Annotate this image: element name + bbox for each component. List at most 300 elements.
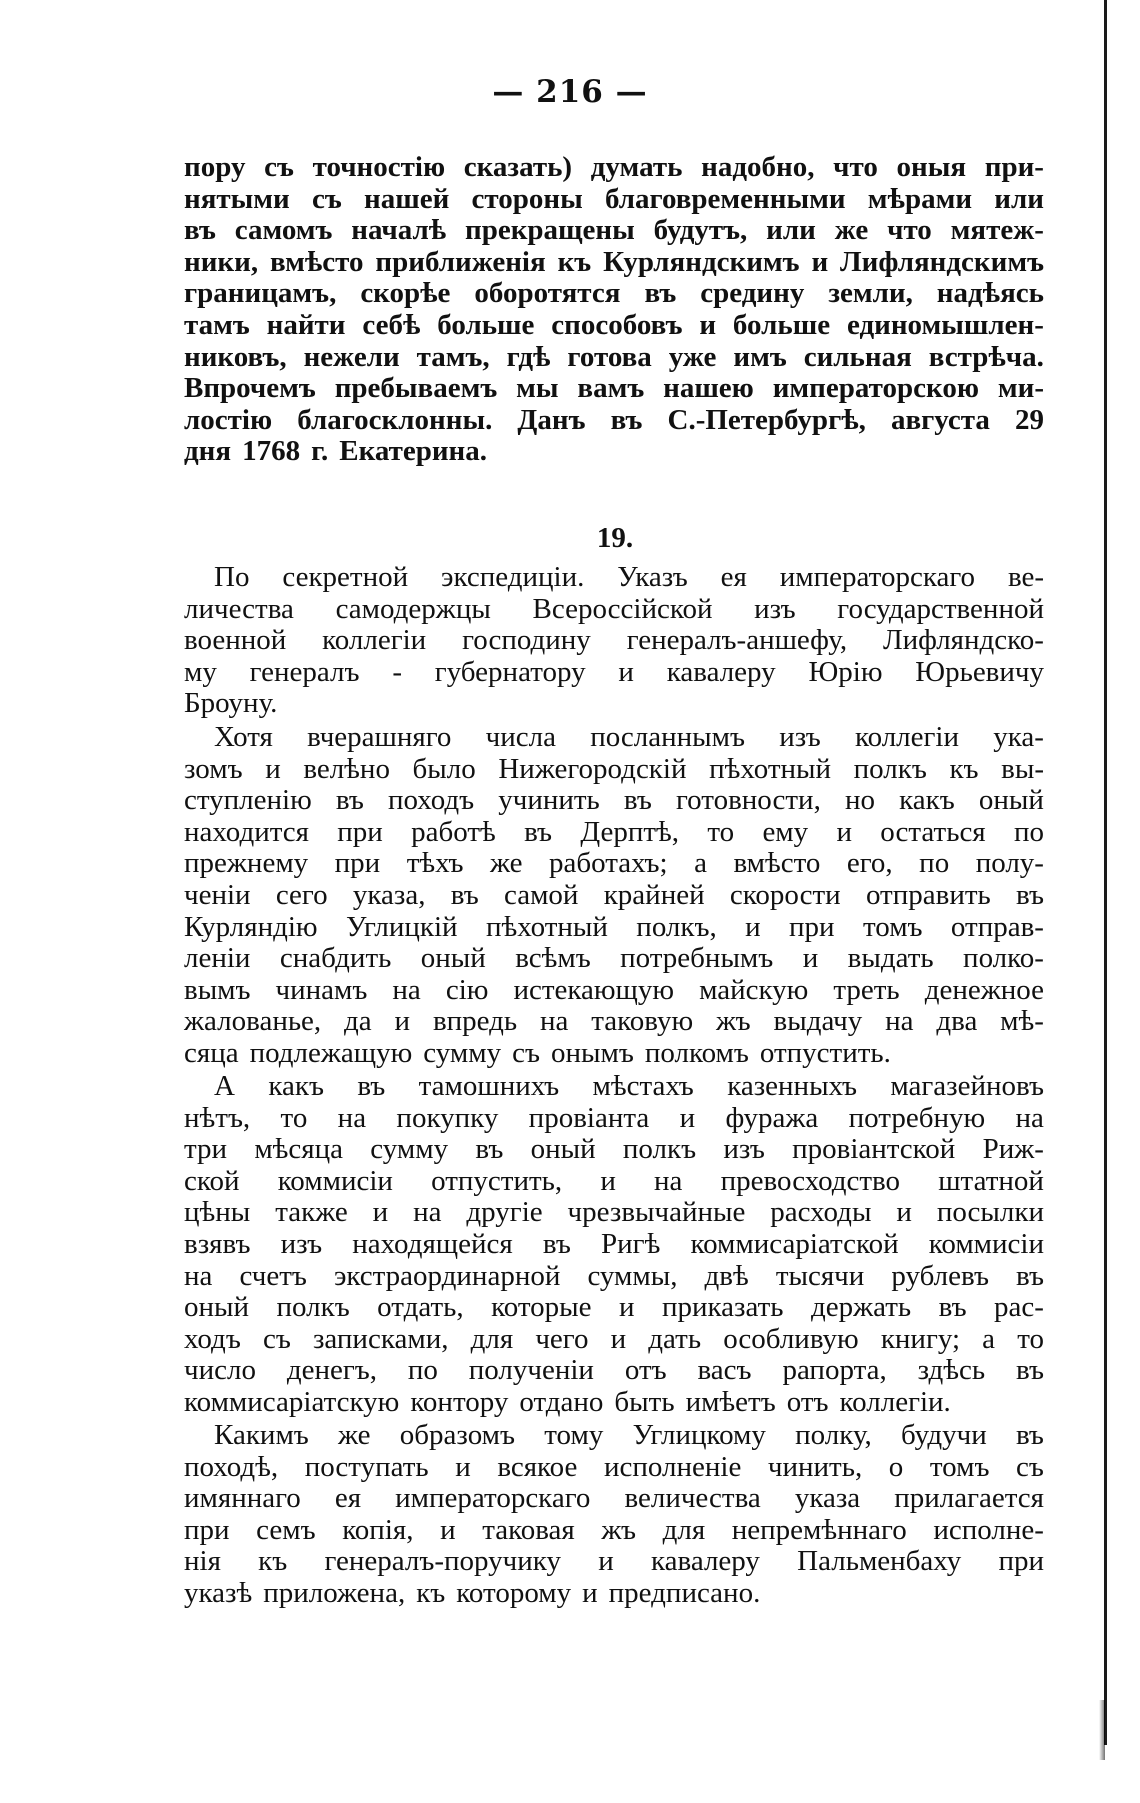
word: для [470, 1322, 514, 1355]
word: рапорта, [782, 1354, 887, 1387]
word: что [887, 214, 932, 247]
word: благосклонны. [297, 403, 493, 436]
word: Нижегородскій [498, 752, 687, 785]
word: Курляндскимъ [603, 245, 800, 278]
word: цѣны [184, 1196, 251, 1229]
word: записками, [312, 1322, 449, 1355]
word: мы [516, 372, 559, 405]
word: томъ [929, 1450, 990, 1483]
word: которому [456, 1576, 572, 1609]
word: коллегіи. [839, 1385, 951, 1418]
word: о [888, 1450, 904, 1483]
word: оный [420, 942, 486, 975]
word: сильная [803, 340, 912, 373]
word: сего [275, 878, 328, 911]
word: крайней [603, 878, 705, 911]
word: будучи [901, 1419, 987, 1451]
word: самой [503, 878, 579, 911]
word: отдать, [377, 1291, 464, 1324]
word: быть [614, 1385, 675, 1418]
page-number: — 216 — [492, 74, 648, 110]
word: находящейся [352, 1227, 513, 1260]
word: съ [512, 1036, 540, 1069]
word: по [407, 1354, 438, 1387]
text-line [184, 562, 1044, 594]
word: началѣ [351, 214, 447, 247]
word: исполне- [933, 1513, 1044, 1546]
word: тѣхъ [406, 847, 464, 880]
text-line [184, 1515, 1044, 1547]
word: августа [890, 403, 990, 436]
word: магазейновъ [890, 1070, 1044, 1102]
word: работѣ [411, 815, 496, 848]
word: полку, [795, 1419, 872, 1451]
word: книгу; [880, 1322, 961, 1355]
word: По [214, 561, 250, 593]
word: полкомъ [644, 1036, 749, 1069]
word: генералъ-поручику [324, 1545, 561, 1578]
word: два [936, 1005, 978, 1038]
word: въ [475, 1133, 504, 1166]
word: императорскаго [395, 1482, 591, 1515]
word: отправить [865, 878, 991, 911]
text-line [184, 1452, 1044, 1484]
word: провіантской [792, 1133, 956, 1166]
text-line [184, 722, 1044, 754]
word: С.-Петербургѣ, [667, 403, 866, 436]
word: и [372, 1196, 389, 1229]
text-line [184, 215, 1044, 247]
text-line [184, 1229, 1044, 1261]
word: провіанта [528, 1101, 650, 1134]
word: чрезвычайные [567, 1196, 746, 1229]
word: Юрьевичу [915, 655, 1044, 688]
word: леніи [184, 942, 251, 975]
word: мятеж- [950, 214, 1044, 247]
word: ему [762, 815, 809, 848]
word: думать [590, 151, 683, 183]
word: и [618, 655, 634, 688]
word: тамошнихъ [418, 1070, 560, 1102]
word: изъ [723, 1133, 765, 1166]
word: прилагается [894, 1482, 1044, 1515]
word: съ [311, 182, 342, 215]
word: и [699, 308, 717, 341]
word: въ [938, 1291, 967, 1324]
word: въ [450, 878, 479, 911]
word: что [833, 151, 878, 183]
word: которые [491, 1291, 592, 1324]
word: исполненіе [603, 1450, 742, 1483]
word: съ [262, 1322, 291, 1355]
word: уже [668, 340, 717, 373]
word: на [184, 1259, 213, 1292]
word: ской [184, 1164, 240, 1197]
word: - [392, 655, 402, 688]
text-line [184, 688, 1044, 720]
word: губернатору [434, 655, 586, 688]
text-line [184, 405, 1044, 437]
word: ступленію [184, 784, 312, 817]
word: и [394, 1005, 411, 1038]
word: велѣно [303, 752, 390, 785]
word: вчерашняго [307, 721, 452, 753]
text-line [184, 1387, 1044, 1419]
word: жалованье, [184, 1005, 322, 1038]
word: указа [794, 1482, 861, 1515]
word: въ [357, 1070, 386, 1102]
text-line [184, 310, 1044, 342]
word: образомъ [399, 1419, 516, 1451]
word: мѣстахъ [592, 1070, 694, 1102]
word: тому [544, 1419, 604, 1451]
word: прежнему [184, 847, 309, 880]
word: было [412, 752, 476, 785]
word: коммисіи [928, 1227, 1044, 1260]
paragraph-body [184, 1071, 1044, 1419]
word: посылки [936, 1196, 1044, 1229]
word: нѣтъ, [184, 1101, 251, 1134]
word: больше [437, 308, 535, 341]
word: же [338, 1419, 371, 1451]
word: предписано. [608, 1576, 761, 1609]
word: Углицкій [345, 910, 458, 943]
word: императорскаго [779, 561, 976, 593]
word: особливую [723, 1322, 859, 1355]
word: посланнымъ [590, 721, 746, 753]
word: и [600, 1164, 616, 1197]
word: государственной [837, 592, 1044, 625]
word: треть [833, 973, 900, 1006]
word: Пальменбаху [797, 1545, 962, 1578]
word: полкъ [276, 1291, 350, 1324]
word: на [337, 1101, 367, 1134]
word: для [662, 1513, 706, 1546]
text-line [184, 1166, 1044, 1198]
word: Дерптѣ, [580, 815, 680, 848]
word: пребываемъ [334, 372, 498, 405]
word: мѣсяца [254, 1133, 344, 1166]
text-line [184, 342, 1044, 374]
word: здѣсь [917, 1354, 986, 1387]
word: въ [1016, 1354, 1044, 1387]
text-line [184, 975, 1044, 1007]
word: экстраординарной [333, 1259, 561, 1292]
word: ве- [1007, 561, 1044, 593]
word: съ [264, 151, 294, 183]
word: вы- [1001, 752, 1044, 785]
word: къ [416, 1576, 446, 1609]
word: Лифляндско- [882, 624, 1044, 657]
word: къ [557, 245, 592, 278]
word: при [789, 910, 835, 943]
word: Углицкому [632, 1419, 766, 1451]
word: скорѣе [360, 277, 451, 310]
word: держать [810, 1291, 912, 1324]
word: земли, [828, 277, 913, 310]
word: встрѣча. [928, 340, 1044, 373]
word: на [885, 1005, 914, 1038]
document-number: 19. [596, 522, 634, 554]
word: по [1013, 815, 1044, 848]
word: тысячи [775, 1259, 865, 1292]
word: полко- [963, 942, 1044, 975]
word: таковую [591, 1005, 694, 1038]
word: расходы [770, 1196, 872, 1229]
word: коммисаріатской [690, 1227, 899, 1260]
page-edge-shadow [1099, 1700, 1105, 1760]
word: единомышлен- [846, 308, 1044, 341]
word: но [844, 784, 875, 817]
text-line [184, 1197, 1044, 1229]
word: отъ [786, 1385, 829, 1418]
word: въ [623, 784, 652, 817]
word: вмѣсто [733, 847, 821, 880]
word: взявъ [184, 1227, 251, 1260]
word: полученіи [468, 1354, 594, 1387]
text-line [184, 754, 1044, 786]
word: императорскою [772, 372, 979, 405]
word: оборотятся [474, 277, 621, 310]
word: нашей [364, 182, 450, 215]
word: въ [1016, 1259, 1044, 1292]
word: поступать [304, 1450, 429, 1483]
text-line [184, 880, 1044, 912]
word: въ [542, 1227, 571, 1260]
word: Екатерина. [339, 435, 488, 468]
word: 1768 [242, 435, 301, 468]
word: приказать [661, 1291, 784, 1324]
text-line [184, 1546, 1044, 1578]
text-line [184, 184, 1044, 216]
word: ходъ [184, 1322, 241, 1355]
word: семъ [256, 1513, 316, 1546]
word: и [836, 815, 852, 848]
text-line [184, 1261, 1044, 1293]
word: и [896, 1196, 912, 1229]
word: Всероссійской [532, 592, 713, 625]
text-line [184, 785, 1044, 817]
word: походъ [388, 784, 475, 817]
word: имѣетъ [685, 1385, 776, 1418]
word: и [745, 910, 761, 943]
word: полкъ, [636, 910, 717, 943]
word: двѣ [704, 1259, 749, 1292]
word: подлежащую [249, 1036, 413, 1069]
text-line [184, 594, 1044, 626]
word: съ [1016, 1450, 1044, 1483]
word: на [392, 973, 421, 1006]
word: изъ [754, 592, 796, 625]
word: надобно, [701, 151, 815, 183]
word: и [440, 1513, 456, 1546]
word: Броуну. [184, 687, 278, 720]
word: нія [184, 1545, 221, 1578]
word: при [334, 847, 381, 880]
word: въ [335, 784, 364, 817]
word: и [610, 1322, 627, 1355]
word: приближенія [375, 245, 546, 278]
word: приложена, [263, 1576, 406, 1609]
word: въ [184, 214, 216, 247]
word: Риж- [982, 1133, 1044, 1166]
text-line [184, 152, 1044, 184]
text-line [184, 1292, 1044, 1324]
word: а [694, 847, 707, 880]
word: имъ [733, 340, 787, 373]
word: и [455, 1450, 471, 1483]
page-edge-rule [1104, 0, 1107, 1745]
word: кавалеру [666, 655, 776, 688]
word: сумму [370, 1133, 449, 1166]
word: надѣясь [936, 277, 1044, 310]
word: ми- [997, 372, 1044, 405]
word: походѣ, [184, 1450, 279, 1483]
word: остаться [880, 815, 986, 848]
paragraph-heading [184, 562, 1044, 720]
word: или [994, 182, 1044, 215]
word: на [1015, 1101, 1044, 1134]
word: то [707, 815, 735, 848]
word: въ [524, 815, 553, 848]
word: при [184, 1513, 230, 1546]
word: Данъ [517, 403, 586, 436]
word: оный [530, 1133, 596, 1166]
word: сказать) [463, 151, 573, 183]
word: указѣ [184, 1576, 253, 1609]
word: изъ [280, 1227, 323, 1260]
word: пору [184, 151, 246, 183]
word: Хотя [214, 721, 273, 753]
word: учинить [498, 784, 600, 817]
word: отдано [519, 1385, 604, 1418]
word: благовременными [604, 182, 846, 215]
word: и [802, 942, 819, 975]
word: фуража [725, 1101, 819, 1134]
word: денегъ, [286, 1354, 377, 1387]
word: находится [184, 815, 309, 848]
word: мѣ- [1000, 1005, 1044, 1038]
text-line [184, 1324, 1044, 1356]
word: при [337, 815, 383, 848]
word: же [834, 214, 869, 247]
word: Юрію [808, 655, 883, 688]
text-line [184, 373, 1044, 405]
word: въ [1016, 878, 1044, 911]
word: контору [410, 1385, 509, 1418]
word: коллегіи [854, 721, 959, 753]
paragraph-body [184, 1420, 1044, 1610]
text-line [184, 943, 1044, 975]
word: рублевъ [891, 1259, 989, 1292]
word: работахъ; [549, 847, 668, 880]
word: томъ [862, 910, 923, 943]
word: другіе [466, 1196, 543, 1229]
text-line [184, 1355, 1044, 1387]
word: готова [567, 340, 652, 373]
word: то [1017, 1322, 1044, 1355]
word: потребнымъ [620, 942, 774, 975]
word: гдѣ [506, 340, 551, 373]
word: въ [644, 277, 677, 310]
word: выдачу [773, 1005, 863, 1038]
word: вмѣсто [269, 245, 364, 278]
word: на [654, 1164, 683, 1197]
word: истекающую [513, 973, 675, 1006]
word: отправ- [950, 910, 1044, 943]
word: ники, [184, 245, 259, 278]
text-line [184, 247, 1044, 279]
word: нашею [663, 372, 754, 405]
text-line [184, 1038, 1044, 1070]
word: онымъ [550, 1036, 634, 1069]
word: изъ [779, 721, 821, 753]
word: тамъ, [416, 340, 490, 373]
word: число [184, 1354, 256, 1387]
word: счетъ [239, 1259, 307, 1292]
text-line [184, 1483, 1044, 1515]
word: казенныхъ [727, 1070, 857, 1102]
word: снабдить [279, 942, 392, 975]
word: готовности, [676, 784, 821, 817]
word: ченіи [184, 878, 251, 911]
word: Какимъ [214, 1419, 309, 1451]
text-line [184, 278, 1044, 310]
word: никовъ, [184, 340, 287, 373]
text-line [184, 1134, 1044, 1166]
word: отъ [624, 1354, 667, 1387]
word: денежное [924, 973, 1044, 1006]
word: а [982, 1322, 996, 1355]
word: покупку [396, 1101, 499, 1134]
word: же [489, 847, 523, 880]
word: чинить, [767, 1450, 863, 1483]
word: суммы, [587, 1259, 678, 1292]
paragraph-body [184, 722, 1044, 1070]
text-line [184, 625, 1044, 657]
word: по [919, 847, 950, 880]
word: оный [184, 1291, 250, 1324]
word: къ [949, 752, 979, 785]
word: ея [720, 561, 747, 593]
word: на [539, 1005, 569, 1038]
word: г. [311, 435, 329, 468]
text-line [184, 436, 1044, 468]
word: оный [978, 784, 1044, 817]
text-line [184, 657, 1044, 689]
text-line [184, 848, 1044, 880]
word: таковая [482, 1513, 575, 1546]
word: Указъ [617, 561, 688, 593]
word: имяннаго [184, 1482, 301, 1515]
word: коллегіи [322, 624, 427, 657]
word: указа, [352, 878, 426, 911]
word: зомъ [184, 752, 243, 785]
word: отпустить, [431, 1164, 563, 1197]
word: стороны [471, 182, 583, 215]
word: на [413, 1196, 442, 1229]
word: сію [445, 973, 489, 1006]
word: пѣхотный [485, 910, 608, 943]
word: нятыми [184, 182, 290, 215]
word: штатной [938, 1164, 1044, 1197]
word: дня [184, 435, 232, 468]
text-line [184, 1006, 1044, 1038]
word: сумму [423, 1036, 502, 1069]
word: вымъ [184, 973, 251, 1006]
text-line [184, 817, 1044, 849]
word: больше [732, 308, 831, 341]
